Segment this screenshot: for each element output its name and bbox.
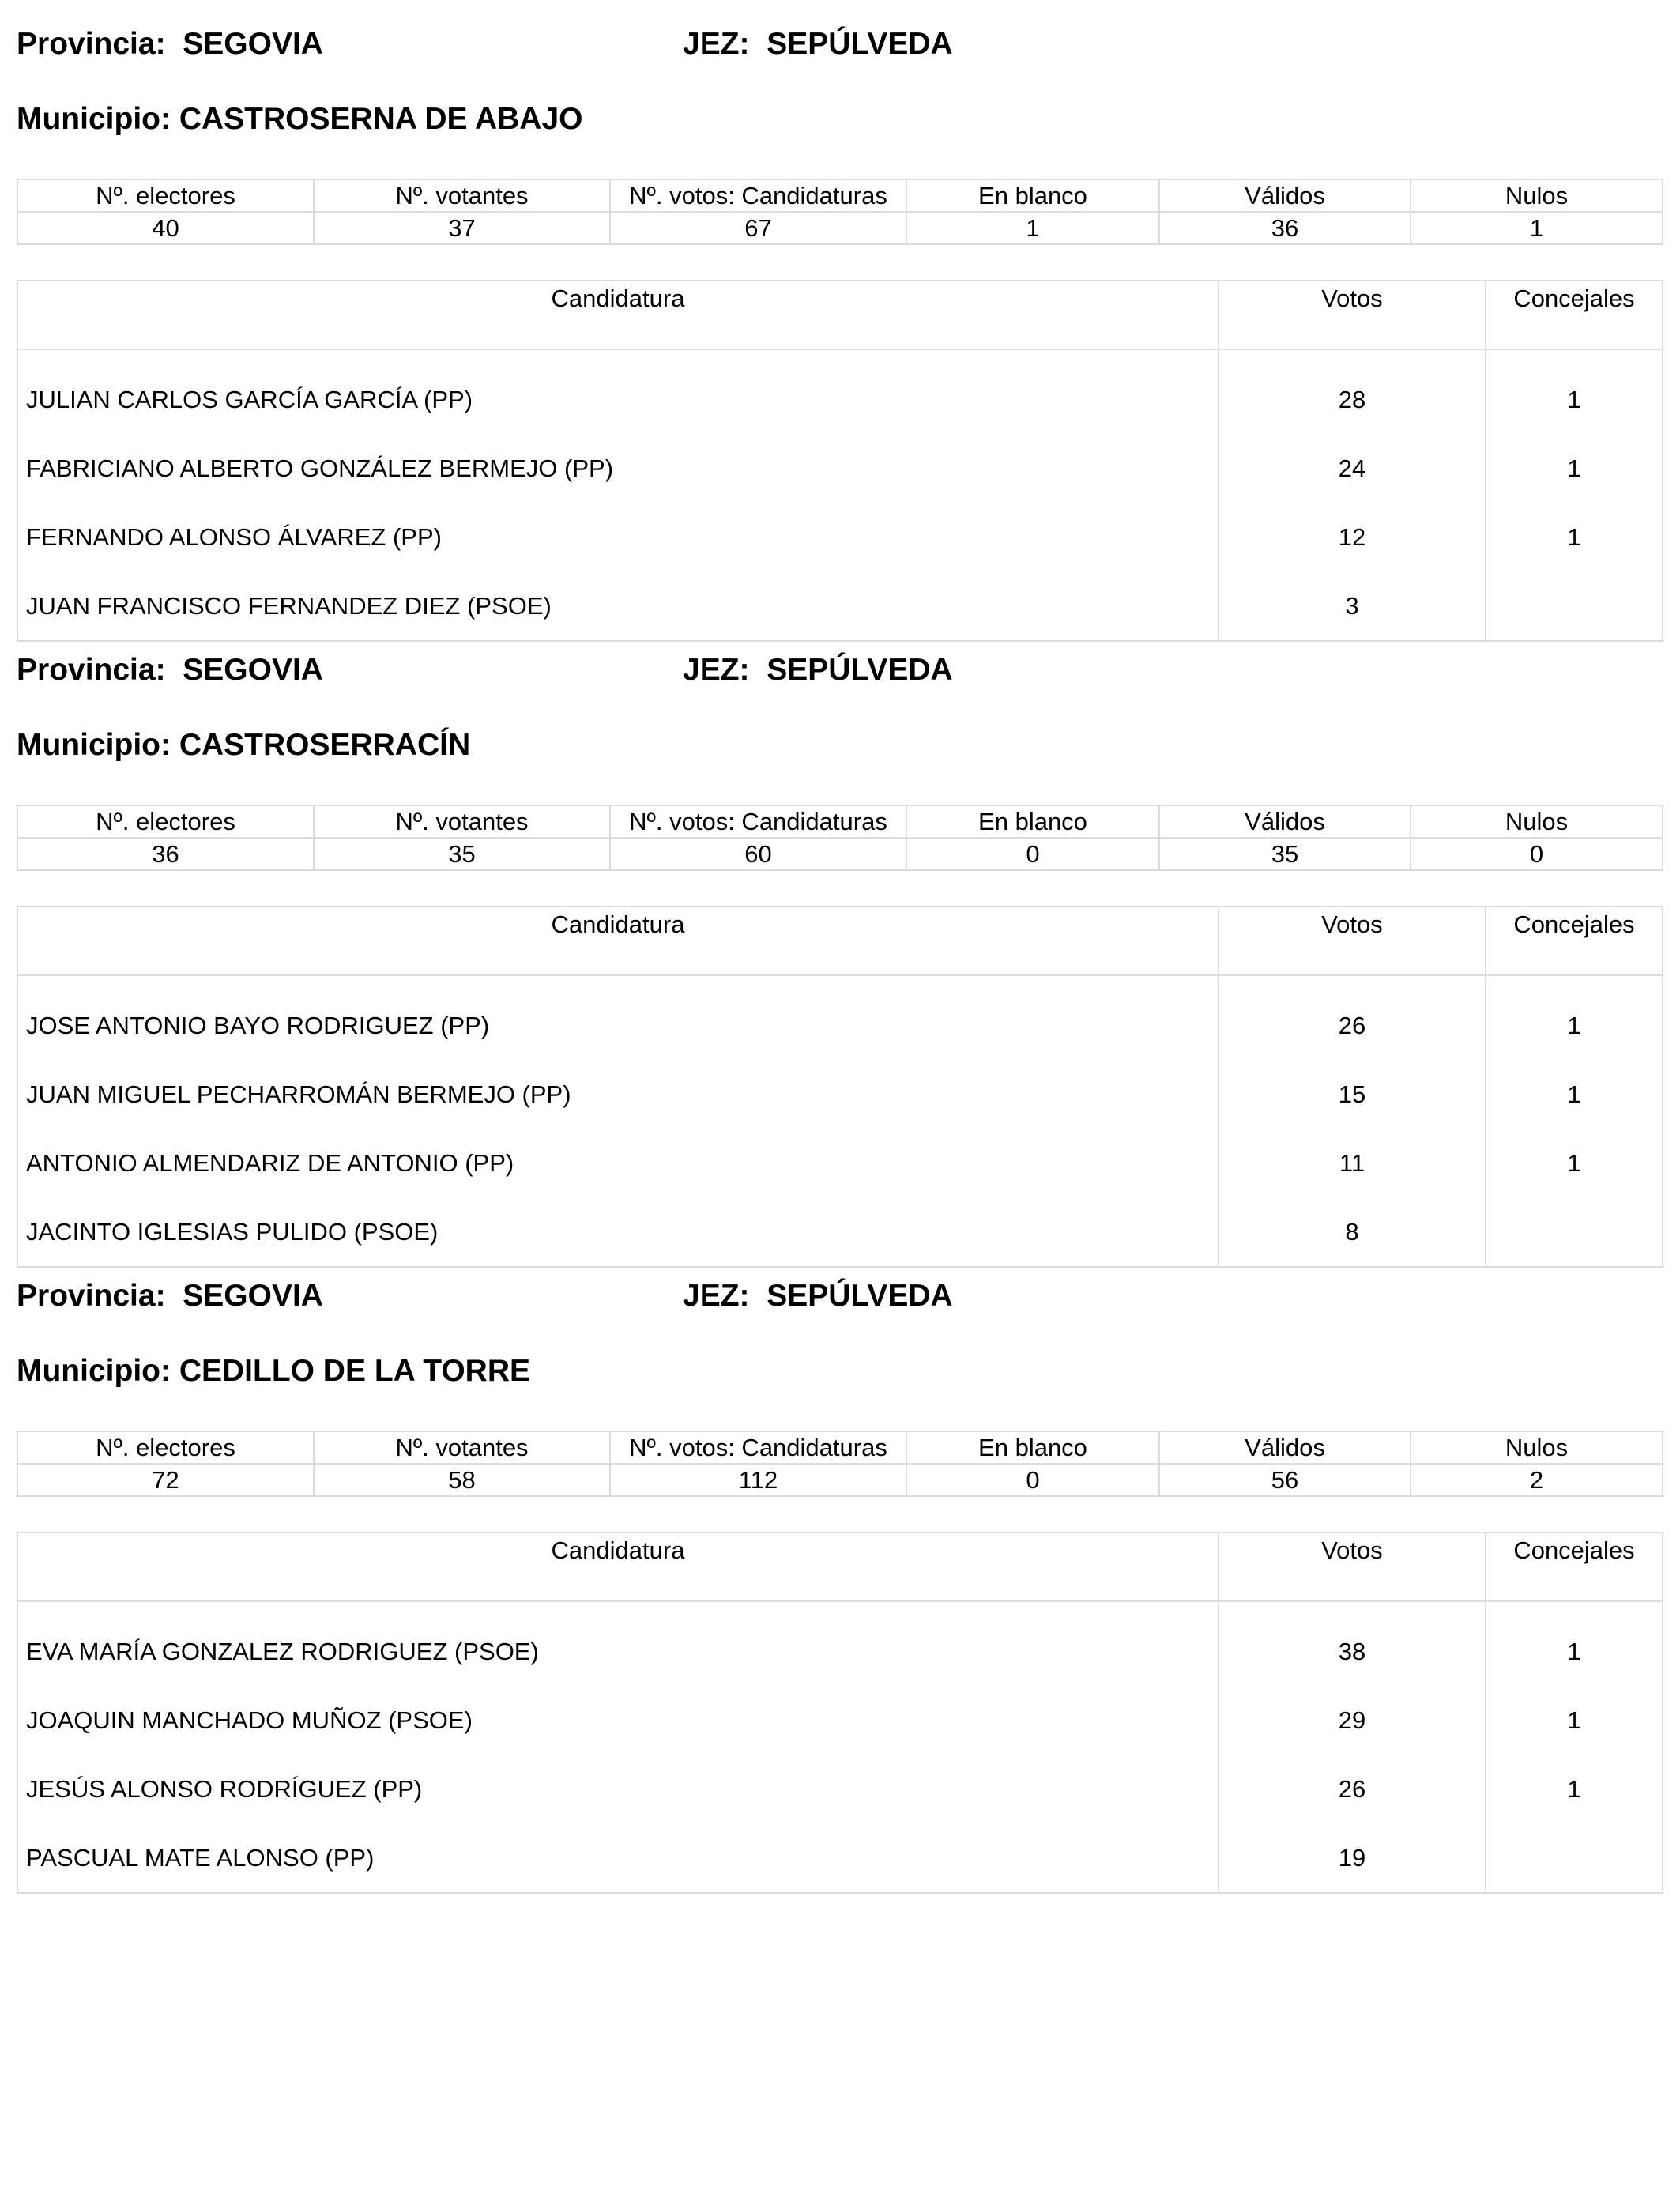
candidate-concejales: 1 bbox=[1486, 503, 1663, 571]
stats-header: Nulos bbox=[1411, 805, 1663, 838]
candidate-concejales: 1 bbox=[1486, 1686, 1663, 1755]
candidate-name: JUAN FRANCISCO FERNANDEZ DIEZ (PSOE) bbox=[17, 571, 1219, 641]
candidates-header-row bbox=[17, 281, 1663, 349]
candidate-votes: 29 bbox=[1219, 1686, 1486, 1755]
stats-header: Nº. votantes bbox=[314, 179, 610, 212]
candidate-concejales bbox=[1486, 1197, 1663, 1267]
municipio-title: Municipio: CASTROSERNA DE ABAJO bbox=[17, 102, 583, 136]
stats-value: 1 bbox=[1411, 212, 1663, 244]
candidate-votes: 24 bbox=[1219, 434, 1486, 503]
candidate-name: FABRICIANO ALBERTO GONZÁLEZ BERMEJO (PP) bbox=[17, 434, 1219, 503]
header-row bbox=[17, 1279, 1662, 1326]
stats-header-row bbox=[17, 179, 1663, 212]
candidate-row bbox=[17, 349, 1663, 434]
municipio-title: Municipio: CASTROSERRACÍN bbox=[17, 728, 471, 762]
candidate-votes: 15 bbox=[1219, 1060, 1486, 1129]
candidate-row bbox=[17, 1823, 1663, 1893]
candidates-table bbox=[17, 280, 1663, 642]
stats-value: 0 bbox=[1411, 838, 1663, 870]
stats-header: En blanco bbox=[906, 179, 1159, 212]
candidate-concejales: 1 bbox=[1486, 1060, 1663, 1129]
candidates-header-row bbox=[17, 1532, 1663, 1601]
stats-header: Válidos bbox=[1159, 805, 1411, 838]
candidate-votes: 3 bbox=[1219, 571, 1486, 641]
stats-value: 60 bbox=[610, 838, 906, 870]
jez: JEZ: SEPÚLVEDA bbox=[683, 1279, 953, 1313]
candidate-concejales: 1 bbox=[1486, 1755, 1663, 1823]
stats-table bbox=[17, 1431, 1663, 1497]
provincia: Provincia: SEGOVIA bbox=[17, 653, 323, 687]
candidate-name: JESÚS ALONSO RODRÍGUEZ (PP) bbox=[17, 1755, 1219, 1823]
candidate-row bbox=[17, 434, 1663, 503]
stats-header: Nº. votantes bbox=[314, 1431, 610, 1464]
candidate-row bbox=[17, 571, 1663, 641]
candidate-name: FERNANDO ALONSO ÁLVAREZ (PP) bbox=[17, 503, 1219, 571]
jez: JEZ: SEPÚLVEDA bbox=[683, 27, 953, 61]
stats-header: Nº. votos: Candidaturas bbox=[610, 1431, 906, 1464]
candidate-row bbox=[17, 975, 1663, 1060]
jez: JEZ: SEPÚLVEDA bbox=[683, 653, 953, 687]
stats-header: En blanco bbox=[906, 1431, 1159, 1464]
candidate-row bbox=[17, 1686, 1663, 1755]
stats-header: Nº. votos: Candidaturas bbox=[610, 179, 906, 212]
stats-value: 40 bbox=[17, 212, 314, 244]
stats-value-row bbox=[17, 1464, 1663, 1496]
municipio-title: Municipio: CEDILLO DE LA TORRE bbox=[17, 1354, 530, 1388]
candidate-votes: 12 bbox=[1219, 503, 1486, 571]
header-row bbox=[17, 27, 1662, 74]
candidate-concejales: 1 bbox=[1486, 1601, 1663, 1686]
candidates-header: Votos bbox=[1219, 281, 1486, 349]
stats-header-row bbox=[17, 805, 1663, 838]
stats-value-row bbox=[17, 838, 1663, 870]
stats-value: 56 bbox=[1159, 1464, 1411, 1496]
provincia: Provincia: SEGOVIA bbox=[17, 1279, 323, 1313]
candidate-row bbox=[17, 1601, 1663, 1686]
candidate-name: JACINTO IGLESIAS PULIDO (PSOE) bbox=[17, 1197, 1219, 1267]
stats-header: Nº. electores bbox=[17, 1431, 314, 1464]
stats-header: Nº. electores bbox=[17, 805, 314, 838]
stats-value: 58 bbox=[314, 1464, 610, 1496]
stats-value: 1 bbox=[906, 212, 1159, 244]
stats-header: Válidos bbox=[1159, 1431, 1411, 1464]
stats-header: Nº. electores bbox=[17, 179, 314, 212]
candidate-votes: 11 bbox=[1219, 1129, 1486, 1197]
candidate-name: EVA MARÍA GONZALEZ RODRIGUEZ (PSOE) bbox=[17, 1601, 1219, 1686]
stats-header-row bbox=[17, 1431, 1663, 1464]
stats-value: 2 bbox=[1411, 1464, 1663, 1496]
candidate-row bbox=[17, 1060, 1663, 1129]
stats-value-row bbox=[17, 212, 1663, 244]
candidate-name: JOAQUIN MANCHADO MUÑOZ (PSOE) bbox=[17, 1686, 1219, 1755]
candidates-table bbox=[17, 1532, 1663, 1894]
candidate-concejales bbox=[1486, 571, 1663, 641]
municipality-block bbox=[17, 653, 1662, 1246]
candidate-concejales: 1 bbox=[1486, 975, 1663, 1060]
header-row bbox=[17, 653, 1662, 700]
stats-value: 35 bbox=[1159, 838, 1411, 870]
candidate-votes: 26 bbox=[1219, 975, 1486, 1060]
candidate-concejales: 1 bbox=[1486, 349, 1663, 434]
stats-value: 36 bbox=[17, 838, 314, 870]
candidate-votes: 8 bbox=[1219, 1197, 1486, 1267]
stats-header: Válidos bbox=[1159, 179, 1411, 212]
candidate-concejales: 1 bbox=[1486, 434, 1663, 503]
candidate-votes: 26 bbox=[1219, 1755, 1486, 1823]
stats-table bbox=[17, 179, 1663, 245]
stats-value: 36 bbox=[1159, 212, 1411, 244]
candidate-name: JULIAN CARLOS GARCÍA GARCÍA (PP) bbox=[17, 349, 1219, 434]
stats-value: 35 bbox=[314, 838, 610, 870]
candidate-concejales: 1 bbox=[1486, 1129, 1663, 1197]
stats-header: Nº. votantes bbox=[314, 805, 610, 838]
candidate-name: JOSE ANTONIO BAYO RODRIGUEZ (PP) bbox=[17, 975, 1219, 1060]
candidates-header: Concejales bbox=[1486, 907, 1663, 975]
candidates-header: Concejales bbox=[1486, 1532, 1663, 1601]
candidates-header: Candidatura bbox=[17, 281, 1219, 349]
stats-header: Nulos bbox=[1411, 179, 1663, 212]
candidate-name: PASCUAL MATE ALONSO (PP) bbox=[17, 1823, 1219, 1893]
stats-header: Nulos bbox=[1411, 1431, 1663, 1464]
candidate-concejales bbox=[1486, 1823, 1663, 1893]
candidates-header: Votos bbox=[1219, 1532, 1486, 1601]
candidate-row bbox=[17, 503, 1663, 571]
candidate-name: JUAN MIGUEL PECHARROMÁN BERMEJO (PP) bbox=[17, 1060, 1219, 1129]
candidates-table bbox=[17, 906, 1663, 1268]
candidate-row bbox=[17, 1129, 1663, 1197]
stats-value: 0 bbox=[906, 1464, 1159, 1496]
provincia: Provincia: SEGOVIA bbox=[17, 27, 323, 61]
candidate-row bbox=[17, 1197, 1663, 1267]
municipality-block bbox=[17, 1279, 1662, 1872]
candidates-header: Candidatura bbox=[17, 907, 1219, 975]
municipality-block bbox=[17, 27, 1662, 620]
candidates-header: Candidatura bbox=[17, 1532, 1219, 1601]
candidate-name: ANTONIO ALMENDARIZ DE ANTONIO (PP) bbox=[17, 1129, 1219, 1197]
candidate-votes: 28 bbox=[1219, 349, 1486, 434]
candidates-header-row bbox=[17, 907, 1663, 975]
stats-value: 72 bbox=[17, 1464, 314, 1496]
candidate-votes: 19 bbox=[1219, 1823, 1486, 1893]
stats-header: Nº. votos: Candidaturas bbox=[610, 805, 906, 838]
stats-value: 112 bbox=[610, 1464, 906, 1496]
candidate-votes: 38 bbox=[1219, 1601, 1486, 1686]
stats-table bbox=[17, 805, 1663, 871]
stats-value: 37 bbox=[314, 212, 610, 244]
stats-value: 0 bbox=[906, 838, 1159, 870]
candidates-header: Votos bbox=[1219, 907, 1486, 975]
candidates-header: Concejales bbox=[1486, 281, 1663, 349]
stats-header: En blanco bbox=[906, 805, 1159, 838]
stats-value: 67 bbox=[610, 212, 906, 244]
candidate-row bbox=[17, 1755, 1663, 1823]
